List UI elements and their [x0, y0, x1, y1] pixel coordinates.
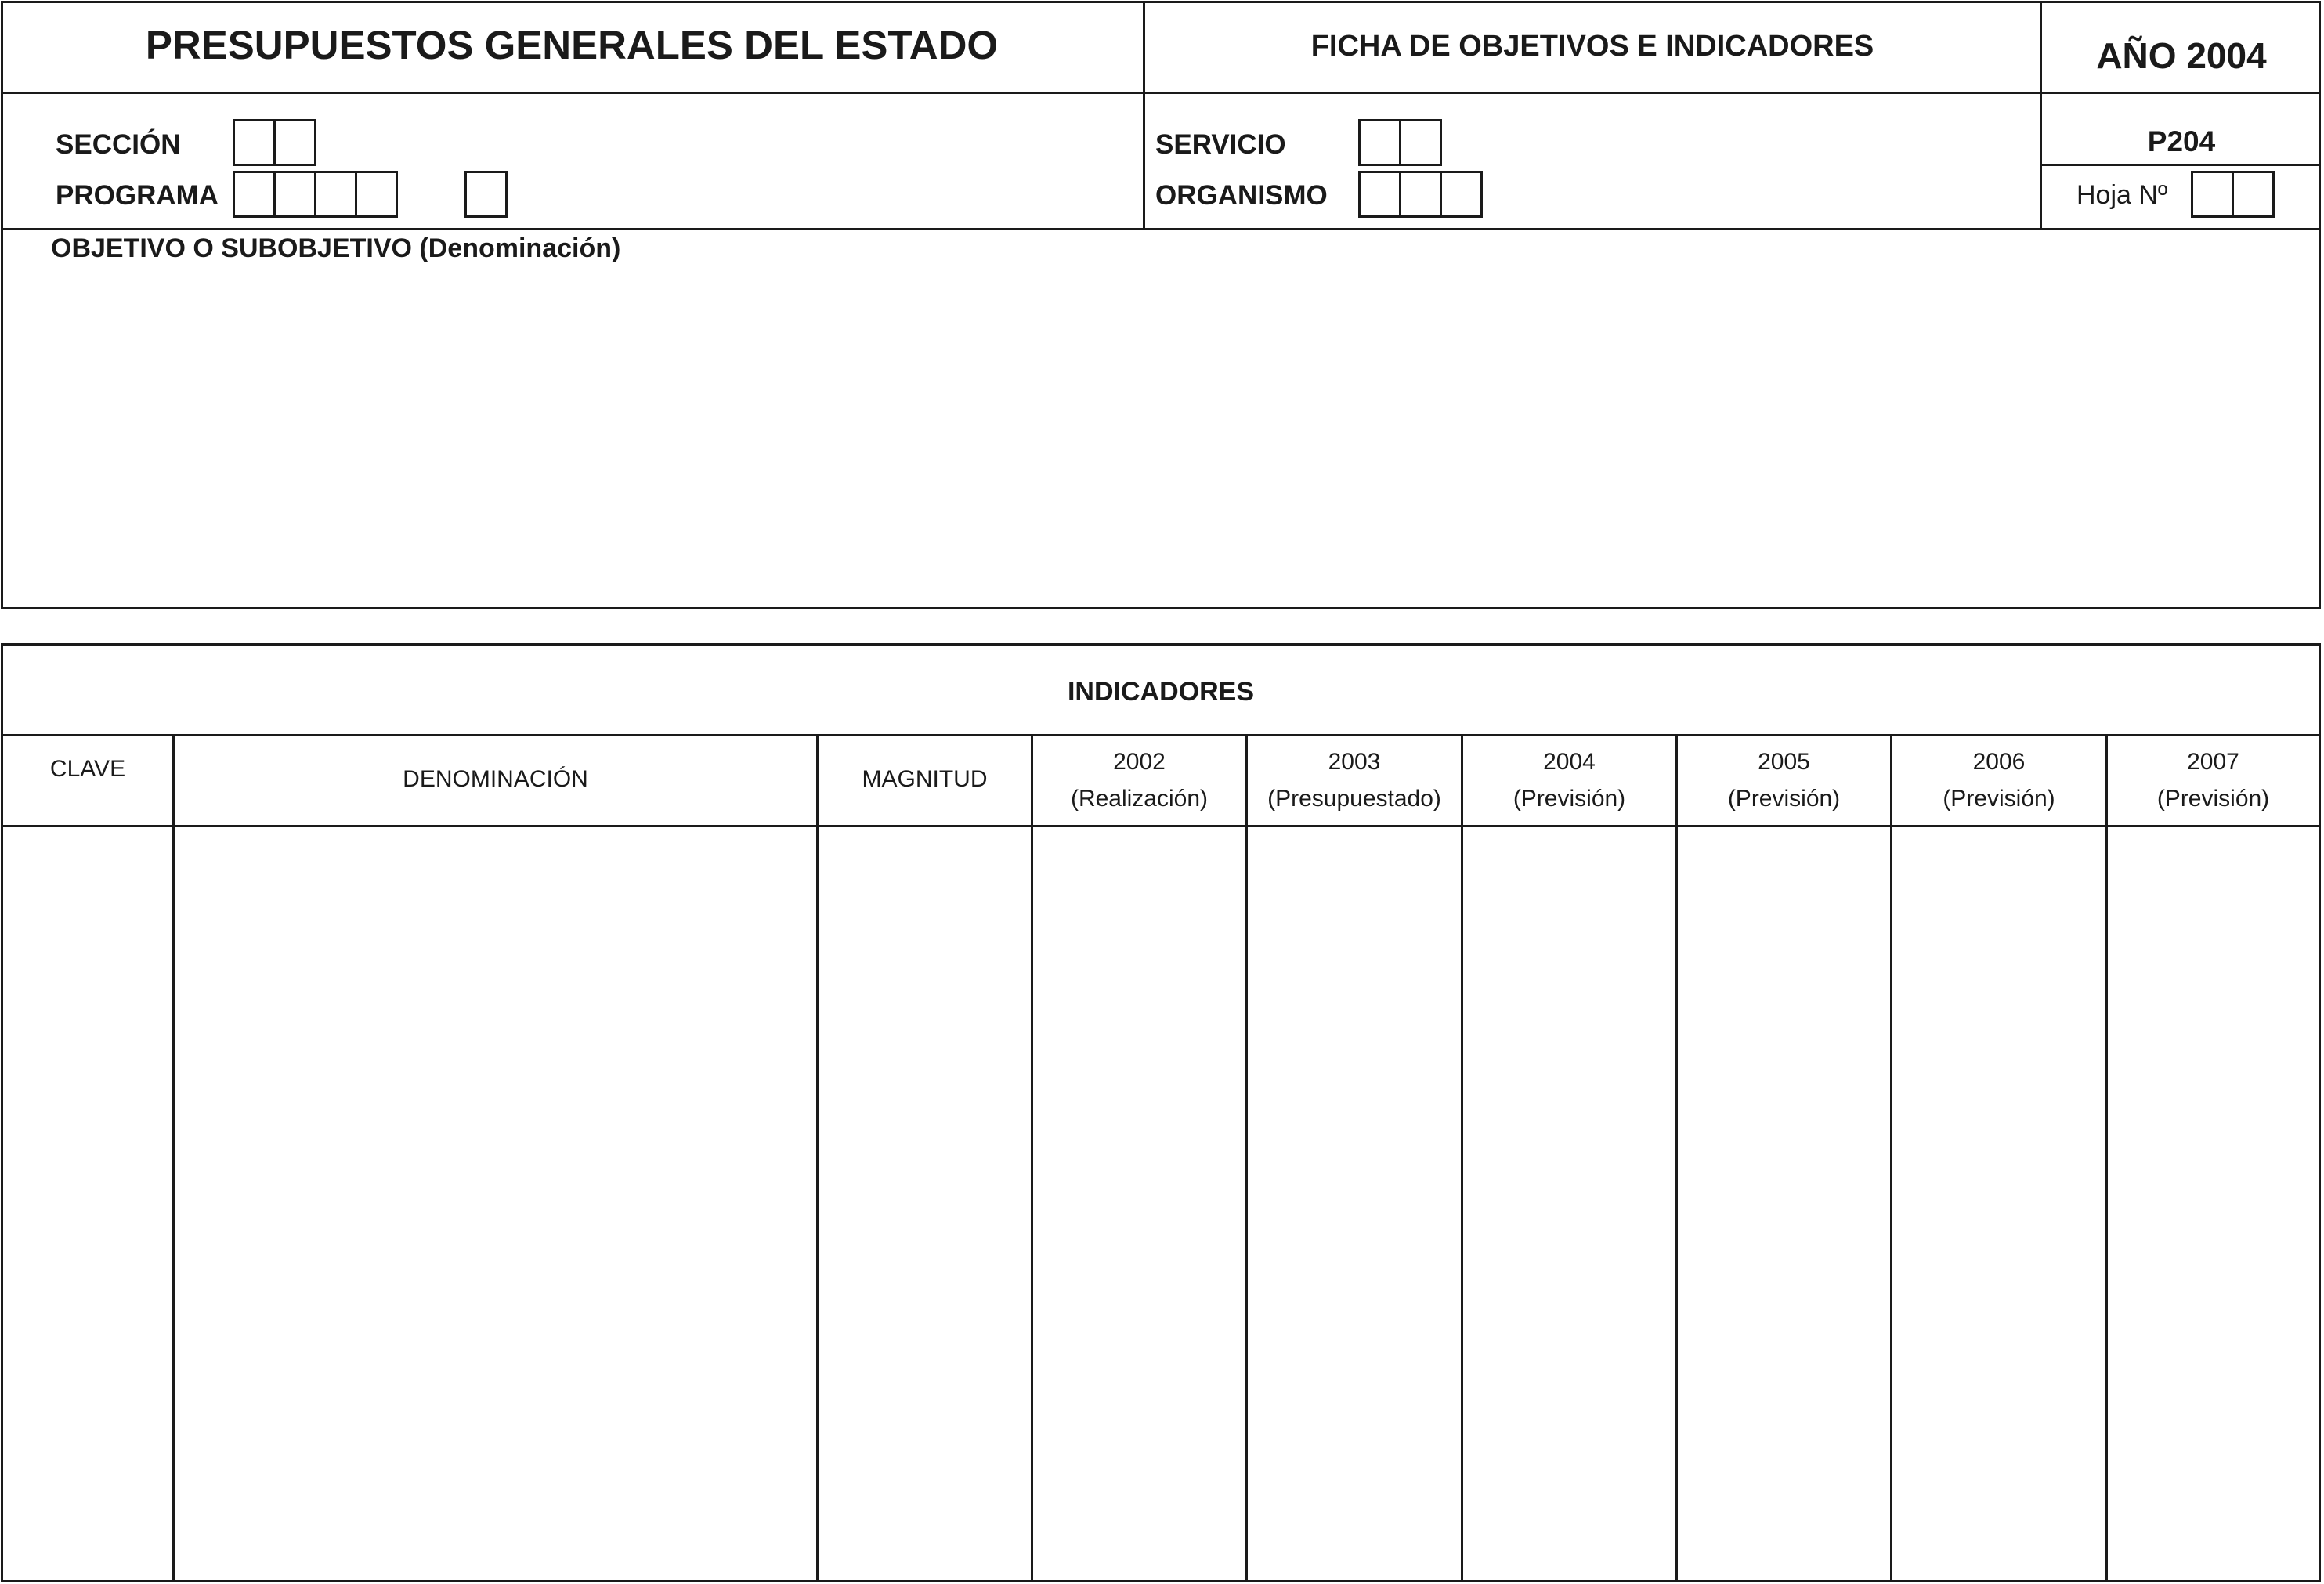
year-type-label: (Previsión) [1513, 785, 1626, 812]
column-header-year [1033, 736, 1245, 825]
code-digit-box[interactable] [314, 171, 357, 218]
year-type-label: (Presupuestado) [1267, 785, 1441, 812]
servicio-code-field[interactable] [1358, 119, 1442, 166]
main-title: PRESUPUESTOS GENERALES DEL ESTADO [145, 23, 999, 67]
identifiers-divider [1, 228, 2321, 230]
year-label: 2003 [1328, 749, 1381, 775]
code-digit-box[interactable] [355, 171, 398, 218]
column-header-clave: CLAVE [49, 756, 126, 782]
programa-suffix-field[interactable] [464, 171, 508, 218]
seccion-code-field[interactable] [233, 119, 316, 166]
column-header-year [1248, 736, 1461, 825]
organismo-label: ORGANISMO [1155, 180, 1328, 211]
code-digit-box[interactable] [2191, 171, 2234, 218]
year-label: 2006 [1972, 749, 2026, 775]
code-digit-box[interactable] [273, 119, 316, 166]
hoja-number-field[interactable] [2191, 171, 2275, 218]
year-label: 2002 [1113, 749, 1166, 775]
objective-text-area[interactable] [3, 270, 2319, 607]
year-label: 2005 [1758, 749, 1810, 775]
year-type-label: (Realización) [1070, 785, 1209, 812]
year-label: 2007 [2187, 749, 2239, 775]
year-type-label: (Previsión) [1727, 785, 1841, 812]
column-header-year [1892, 736, 2105, 825]
code-digit-box[interactable] [464, 171, 508, 218]
column-header-year [1678, 736, 1890, 825]
code-digit-box[interactable] [1440, 171, 1483, 218]
column-header-denominacion: DENOMINACIÓN [403, 766, 588, 792]
code-digit-box[interactable] [273, 171, 316, 218]
indicators-title: INDICADORES [1067, 677, 1255, 707]
year-type-label: (Previsión) [1943, 785, 2055, 812]
objective-label: OBJETIVO O SUBOBJETIVO (Denominación) [51, 233, 621, 263]
programa-label: PROGRAMA [56, 180, 219, 211]
form-title: FICHA DE OBJETIVOS E INDICADORES [1310, 30, 1874, 63]
code-digit-box[interactable] [1358, 171, 1401, 218]
seccion-label: SECCIÓN [56, 129, 181, 160]
code-digit-box[interactable] [1399, 119, 1442, 166]
code-digit-box[interactable] [233, 171, 276, 218]
code-digit-box[interactable] [2232, 171, 2275, 218]
column-header-magnitud: MAGNITUD [862, 766, 988, 792]
servicio-label: SERVICIO [1155, 129, 1286, 160]
hoja-label: Hoja Nº [2076, 180, 2168, 210]
header-divider [1, 92, 2321, 94]
code-digit-box[interactable] [1399, 171, 1442, 218]
column-divider-2 [2040, 1, 2042, 230]
indicators-entry-area[interactable] [3, 827, 2319, 1580]
code-digit-box[interactable] [1358, 119, 1401, 166]
code-digit-box[interactable] [233, 119, 276, 166]
programa-code-field[interactable] [233, 171, 398, 218]
year-label: AÑO 2004 [2096, 35, 2267, 76]
column-header-year [1463, 736, 1675, 825]
column-header-year [2108, 736, 2319, 825]
year-label: 2004 [1543, 749, 1596, 775]
form-code: P204 [2147, 125, 2216, 157]
year-type-label: (Previsión) [2156, 785, 2270, 812]
organismo-code-field[interactable] [1358, 171, 1483, 218]
code-divider [2040, 164, 2321, 166]
